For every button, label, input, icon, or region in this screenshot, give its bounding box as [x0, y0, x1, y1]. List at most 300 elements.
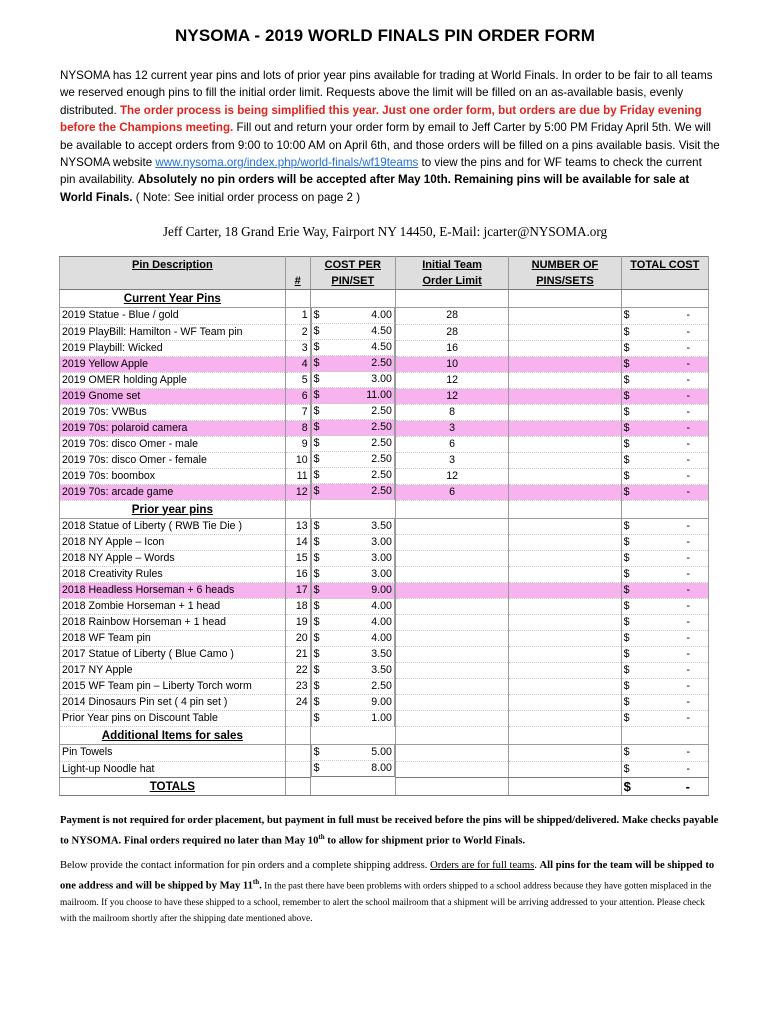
pin-number-cell: 21: [285, 647, 310, 663]
pin-description-cell: 2018 Creativity Rules: [60, 567, 286, 583]
pin-number-cell: 5: [285, 372, 310, 388]
pin-description-cell: 2019 70s: boombox: [60, 468, 286, 484]
pin-description-cell: 2019 Playbill: Wicked: [60, 340, 286, 356]
cost-cell: [311, 436, 395, 452]
total-cost-cell: [621, 535, 708, 551]
order-limit-cell: [395, 761, 508, 777]
currency-symbol: $: [313, 583, 320, 596]
currency-symbol: $: [623, 536, 630, 548]
currency-symbol: $: [623, 778, 631, 794]
pin-description-cell: 2019 70s: disco Omer - male: [60, 436, 286, 452]
quantity-input-cell[interactable]: [509, 452, 621, 468]
table-row: [60, 615, 709, 631]
currency-symbol: $: [313, 373, 320, 385]
section-blank-cell: [509, 290, 621, 308]
pin-number-cell: 13: [285, 518, 310, 535]
total-cost-cell: [621, 583, 708, 599]
table-row: [60, 761, 709, 777]
pin-description-cell: 2019 70s: disco Omer - female: [60, 452, 286, 468]
currency-symbol: $: [623, 552, 630, 564]
quantity-input-cell[interactable]: [509, 436, 621, 452]
grand-total-dash: -: [685, 778, 690, 794]
table-row: [60, 436, 709, 452]
cost-value: 5.00: [371, 746, 392, 758]
cost-value: 3.00: [371, 373, 392, 385]
payment-sup: th: [318, 833, 325, 841]
order-limit-cell: [395, 745, 508, 762]
total-cost-cell: [621, 631, 708, 647]
shipping-small-text: In the past there have been problems with orders shipped to a school address because they have gotten misplaced in the mailroom. If you choose to have these shipped to a school, remember to alert the school mailroom that a shipment will be arriving addressed to your attention. Please check with the mailroom shortly after the shipping date mentioned above.: [60, 881, 712, 924]
currency-symbol: $: [623, 696, 630, 708]
cost-cell: [311, 519, 395, 535]
header-limit-1: Initial Team: [395, 257, 508, 274]
order-limit-cell: [395, 647, 508, 663]
pin-description-cell: 2015 WF Team pin – Liberty Torch worm: [60, 679, 286, 695]
total-cost-cell: [621, 308, 708, 325]
intro-text-1: NYSOMA has 12 current year pins and lots of prior year pins available for trading at World Finals. In order to be fair to all teams we reserved enough pins to fill the initial order limit. Requests above the limit will be filled on an as-available basis, evenly distributed.: [60, 69, 713, 117]
currency-symbol: $: [623, 600, 630, 612]
pin-description-cell: 2018 WF Team pin: [60, 631, 286, 647]
order-limit-cell: [395, 583, 508, 599]
total-cost-cell: [621, 404, 708, 420]
total-dash: -: [686, 325, 690, 338]
section-title: Additional Items for sales: [60, 727, 286, 745]
order-limit-cell: [395, 695, 508, 711]
cost-value: 4.50: [371, 325, 392, 337]
pin-number-cell: 19: [285, 615, 310, 631]
quantity-input-cell[interactable]: [509, 420, 621, 436]
payment-notice: [60, 812, 720, 850]
pin-description-cell: Pin Towels: [60, 745, 286, 762]
totals-blank-cell: [509, 777, 621, 795]
quantity-input-cell[interactable]: [509, 468, 621, 484]
table-row: [60, 745, 709, 762]
currency-symbol: $: [313, 309, 320, 321]
pin-number-cell: 14: [285, 535, 310, 551]
section-blank-cell: [621, 290, 708, 308]
table-row: [60, 663, 709, 679]
order-limit-cell: [395, 518, 508, 535]
shipping-bold-address: All pins for the team will be shipped to one address and will be shipped by May 11: [60, 860, 715, 892]
currency-symbol: $: [623, 469, 630, 482]
currency-symbol: $: [313, 437, 320, 449]
cost-value: 1.00: [371, 711, 392, 724]
total-cost-cell: [621, 372, 708, 388]
section-blank-cell: [509, 500, 621, 518]
quantity-input-cell[interactable]: [509, 647, 621, 663]
quantity-input-cell[interactable]: [509, 518, 621, 535]
section-blank-cell: [310, 290, 395, 308]
header-quantity-2: PINS/SETS: [509, 273, 621, 290]
header-cost-1: COST PER: [310, 257, 395, 274]
pin-number-cell: 4: [285, 356, 310, 372]
cost-cell: [311, 340, 395, 356]
order-limit-cell: 12: [395, 388, 508, 404]
quantity-input-cell[interactable]: [509, 631, 621, 647]
currency-symbol: $: [313, 663, 320, 676]
currency-symbol: $: [313, 599, 320, 612]
cost-cell: [311, 324, 395, 340]
header-number-blank: [285, 257, 310, 274]
pin-description-cell: 2017 Statue of Liberty ( Blue Camo ): [60, 647, 286, 663]
cost-cell: [311, 745, 395, 761]
pin-number-cell: 20: [285, 631, 310, 647]
header-row-1: [60, 257, 709, 274]
quantity-input-cell[interactable]: [509, 551, 621, 567]
cost-cell: [311, 420, 395, 436]
total-dash: -: [686, 632, 690, 644]
order-limit-cell: 6: [395, 436, 508, 452]
currency-symbol: $: [313, 535, 320, 548]
table-row: [60, 679, 709, 695]
table-row: [60, 340, 709, 356]
shipping-text-1: Below provide the contact information for pin orders and a complete shipping address.: [60, 860, 431, 871]
order-limit-cell: [395, 599, 508, 615]
header-number: #: [285, 273, 310, 290]
total-cost-cell: [621, 745, 708, 762]
cost-value: 2.50: [371, 679, 392, 692]
cost-cell: [311, 567, 395, 583]
pin-description-cell: 2019 Gnome set: [60, 388, 286, 404]
table-row: [60, 388, 709, 404]
totals-blank-cell: [285, 777, 310, 795]
order-limit-cell: [395, 663, 508, 679]
currency-symbol: $: [313, 485, 320, 497]
intro-bold-deadline: Absolutely no pin orders will be accepted after May 10th. Remaining pins will be available for sale at World Finals.: [60, 173, 690, 204]
currency-symbol: $: [313, 551, 320, 564]
table-row: [60, 324, 709, 340]
pin-description-cell: 2018 Headless Horseman + 6 heads: [60, 583, 286, 599]
section-blank-cell: [621, 500, 708, 518]
currency-symbol: $: [623, 357, 630, 370]
header-pin-description: Pin Description: [60, 257, 286, 274]
cost-cell: [311, 404, 395, 420]
total-dash: -: [686, 762, 690, 775]
pin-number-cell: 8: [285, 420, 310, 436]
order-limit-cell: [395, 679, 508, 695]
order-limit-cell: 28: [395, 308, 508, 325]
table-row: [60, 372, 709, 388]
table-row: [60, 551, 709, 567]
order-limit-cell: 28: [395, 324, 508, 340]
header-row-2: [60, 273, 709, 290]
pin-description-cell: 2019 70s: polaroid camera: [60, 420, 286, 436]
quantity-input-cell[interactable]: [509, 615, 621, 631]
total-cost-cell: [621, 436, 708, 452]
table-row: [60, 468, 709, 484]
payment-text-1: Payment is not required for order placement, but payment in full must be received before the pins will be shipped/delivered. Make checks payable to NYSOMA. Final orders required no later than May 10: [60, 815, 719, 847]
table-row: [60, 484, 709, 500]
order-limit-cell: [395, 615, 508, 631]
intro-note: ( Note: See initial order process on page 2 ): [132, 190, 361, 204]
section-blank-cell: [285, 727, 310, 745]
section-blank-cell: [285, 500, 310, 518]
total-dash: -: [686, 648, 690, 660]
section-blank-cell: [395, 727, 508, 745]
cost-cell: [311, 761, 395, 777]
section-row: [60, 727, 709, 745]
currency-symbol: $: [313, 695, 320, 708]
cost-cell: [311, 388, 395, 404]
currency-symbol: $: [313, 567, 320, 580]
pin-number-cell: 6: [285, 388, 310, 404]
pin-number-cell: 22: [285, 663, 310, 679]
currency-symbol: $: [623, 568, 630, 580]
currency-symbol: $: [313, 325, 320, 337]
section-blank-cell: [395, 290, 508, 308]
header-cost-2: PIN/SET: [310, 273, 395, 290]
totals-row: [60, 777, 709, 795]
currency-symbol: $: [623, 373, 630, 386]
cost-value: 3.00: [371, 567, 392, 580]
page-title: NYSOMA - 2019 WORLD FINALS PIN ORDER FORM: [175, 26, 595, 45]
table-row: [60, 695, 709, 711]
totals-label: TOTALS: [60, 777, 286, 795]
currency-symbol: $: [313, 469, 320, 481]
header-quantity-1: NUMBER OF: [509, 257, 621, 274]
total-cost-cell: [621, 468, 708, 484]
pin-number-cell: 16: [285, 567, 310, 583]
order-limit-cell: [395, 631, 508, 647]
pin-number-cell: 24: [285, 695, 310, 711]
currency-symbol: $: [623, 584, 630, 596]
currency-symbol: $: [623, 762, 630, 775]
totals-blank-cell: [310, 777, 395, 795]
intro-text-3: to view the pins and for WF teams to check the current pin availability.: [60, 156, 702, 187]
total-dash: -: [686, 664, 690, 676]
total-dash: -: [686, 552, 690, 564]
total-cost-cell: [621, 615, 708, 631]
order-limit-cell: 3: [395, 420, 508, 436]
cost-value: 8.00: [371, 762, 392, 774]
cost-cell: [311, 615, 395, 631]
quantity-input-cell[interactable]: [509, 745, 621, 762]
pin-description-cell: 2019 Statue - Blue / gold: [60, 308, 286, 325]
quantity-input-cell[interactable]: [509, 340, 621, 356]
currency-symbol: $: [313, 679, 320, 692]
total-dash: -: [686, 616, 690, 628]
header-total-cost: TOTAL COST: [621, 257, 708, 274]
pin-description-cell: 2018 NY Apple – Icon: [60, 535, 286, 551]
pin-description-cell: 2018 NY Apple – Words: [60, 551, 286, 567]
pin-description-cell: 2018 Zombie Horseman + 1 head: [60, 599, 286, 615]
cost-cell: [311, 535, 395, 551]
cost-value: 9.00: [371, 695, 392, 708]
total-cost-cell: [621, 567, 708, 583]
cost-cell: [311, 711, 395, 727]
pin-number-cell: [285, 711, 310, 727]
nysoma-website-link[interactable]: www.nysoma.org/index.php/world-finals/wf19teams: [155, 156, 419, 170]
currency-symbol: $: [623, 519, 630, 532]
quantity-input-cell[interactable]: [509, 484, 621, 500]
cost-value: 2.50: [371, 453, 392, 465]
currency-symbol: $: [313, 762, 320, 774]
cost-value: 3.00: [371, 535, 392, 548]
currency-symbol: $: [313, 453, 320, 465]
cost-value: 4.00: [371, 599, 392, 612]
quantity-input-cell[interactable]: [509, 695, 621, 711]
total-dash: -: [686, 680, 690, 692]
grand-total-cell: [621, 777, 708, 795]
currency-symbol: $: [623, 680, 630, 692]
currency-symbol: $: [623, 437, 630, 450]
total-dash: -: [686, 584, 690, 596]
quantity-input-cell[interactable]: [509, 372, 621, 388]
total-cost-cell: [621, 518, 708, 535]
currency-symbol: $: [313, 421, 320, 433]
shipping-full-teams: Orders are for full teams: [430, 860, 535, 871]
currency-symbol: $: [623, 453, 630, 466]
currency-symbol: $: [623, 712, 630, 724]
table-row: [60, 518, 709, 535]
cost-cell: [311, 484, 395, 500]
table-row: [60, 420, 709, 436]
pin-description-cell: 2019 Yellow Apple: [60, 356, 286, 372]
currency-symbol: $: [623, 325, 630, 338]
quantity-input-cell[interactable]: [509, 583, 621, 599]
table-row: [60, 631, 709, 647]
currency-symbol: $: [313, 405, 320, 417]
shipping-sup: th: [252, 878, 260, 886]
pin-description-cell: 2014 Dinosaurs Pin set ( 4 pin set ): [60, 695, 286, 711]
table-row: [60, 356, 709, 372]
header-total-blank: [621, 273, 708, 290]
total-cost-cell: [621, 695, 708, 711]
table-row: [60, 567, 709, 583]
order-limit-cell: [395, 551, 508, 567]
currency-symbol: $: [313, 615, 320, 628]
pin-number-cell: 12: [285, 484, 310, 500]
cost-cell: [311, 695, 395, 711]
total-dash: -: [686, 568, 690, 580]
pin-number-cell: 10: [285, 452, 310, 468]
contact-line: Jeff Carter, 18 Grand Erie Way, Fairport NY 14450, E-Mail: jcarter@NYSOMA.org: [162, 224, 608, 239]
total-cost-cell: [621, 551, 708, 567]
pin-description-cell: 2019 70s: VWBus: [60, 404, 286, 420]
total-dash: -: [686, 405, 690, 418]
quantity-input-cell[interactable]: [509, 535, 621, 551]
quantity-input-cell[interactable]: [509, 308, 621, 325]
quantity-input-cell[interactable]: [509, 679, 621, 695]
total-dash: -: [686, 469, 690, 482]
totals-blank-cell: [395, 777, 508, 795]
currency-symbol: $: [623, 405, 630, 418]
pin-number-cell: [285, 761, 310, 777]
pin-number-cell: 7: [285, 404, 310, 420]
currency-symbol: $: [313, 519, 320, 532]
quantity-input-cell[interactable]: [509, 356, 621, 372]
pin-number-cell: 9: [285, 436, 310, 452]
total-cost-cell: [621, 663, 708, 679]
section-title: Prior year pins: [60, 500, 286, 518]
header-desc-blank: [60, 273, 286, 290]
total-cost-cell: [621, 420, 708, 436]
cost-value: 3.00: [371, 551, 392, 564]
table-row: [60, 711, 709, 727]
quantity-input-cell[interactable]: [509, 388, 621, 404]
total-dash: -: [686, 421, 690, 434]
quantity-input-cell[interactable]: [509, 324, 621, 340]
currency-symbol: $: [313, 746, 320, 758]
pin-number-cell: [285, 745, 310, 762]
cost-value: 2.50: [371, 405, 392, 417]
pin-number-cell: 23: [285, 679, 310, 695]
quantity-input-cell[interactable]: [509, 711, 621, 727]
cost-cell: [311, 308, 395, 324]
currency-symbol: $: [623, 746, 630, 759]
total-dash: -: [686, 536, 690, 548]
cost-cell: [311, 372, 395, 388]
cost-value: 3.50: [371, 647, 392, 660]
total-cost-cell: [621, 711, 708, 727]
cost-cell: [311, 599, 395, 615]
cost-value: 4.00: [371, 631, 392, 644]
cost-value: 2.50: [371, 421, 392, 433]
section-blank-cell: [621, 727, 708, 745]
currency-symbol: $: [313, 711, 320, 724]
total-cost-cell: [621, 452, 708, 468]
quantity-input-cell[interactable]: [509, 761, 621, 777]
total-dash: -: [686, 373, 690, 386]
payment-text-2: to allow for shipment prior to World Finals.: [324, 835, 526, 847]
cost-value: 4.50: [371, 341, 392, 353]
section-row: [60, 290, 709, 308]
order-limit-cell: [395, 535, 508, 551]
order-limit-cell: 10: [395, 356, 508, 372]
shipping-notice: [60, 858, 720, 927]
pin-description-cell: 2018 Rainbow Horseman + 1 head: [60, 615, 286, 631]
cost-cell: [311, 551, 395, 567]
cost-cell: [311, 452, 395, 468]
total-dash: -: [686, 485, 690, 498]
section-blank-cell: [395, 500, 508, 518]
currency-symbol: $: [623, 648, 630, 660]
order-limit-cell: 6: [395, 484, 508, 500]
total-dash: -: [686, 519, 690, 532]
total-dash: -: [686, 357, 690, 370]
currency-symbol: $: [313, 341, 320, 353]
pin-description-cell: 2019 70s: arcade game: [60, 484, 286, 500]
total-dash: -: [686, 746, 690, 759]
currency-symbol: $: [623, 389, 630, 402]
intro-text-2: Fill out and return your order form by email to Jeff Carter by 5:00 PM Friday April 5th. We will be available to accept orders from 9:00 to 10:00 AM on April 6th, and those orders will be filled on a pins available basis. Visit the NYSOMA website: [60, 121, 720, 170]
quantity-input-cell[interactable]: [509, 599, 621, 615]
order-limit-cell: 3: [395, 452, 508, 468]
quantity-input-cell[interactable]: [509, 404, 621, 420]
quantity-input-cell[interactable]: [509, 567, 621, 583]
table-row: [60, 599, 709, 615]
currency-symbol: $: [623, 341, 630, 354]
quantity-input-cell[interactable]: [509, 663, 621, 679]
currency-symbol: $: [623, 485, 630, 498]
intro-paragraph: [60, 67, 720, 206]
pin-number-cell: 3: [285, 340, 310, 356]
cost-value: 11.00: [366, 389, 392, 401]
total-dash: -: [686, 341, 690, 354]
pin-description-cell: 2018 Statue of Liberty ( RWB Tie Die ): [60, 518, 286, 535]
cost-cell: [311, 663, 395, 679]
pin-description-cell: 2019 OMER holding Apple: [60, 372, 286, 388]
table-row: [60, 647, 709, 663]
total-dash: -: [686, 437, 690, 450]
total-dash: -: [686, 453, 690, 466]
pin-number-cell: 11: [285, 468, 310, 484]
total-cost-cell: [621, 340, 708, 356]
shipping-text-3: .: [259, 880, 262, 892]
currency-symbol: $: [623, 664, 630, 676]
cost-cell: [311, 468, 395, 484]
pin-description-cell: Light-up Noodle hat: [60, 761, 286, 777]
